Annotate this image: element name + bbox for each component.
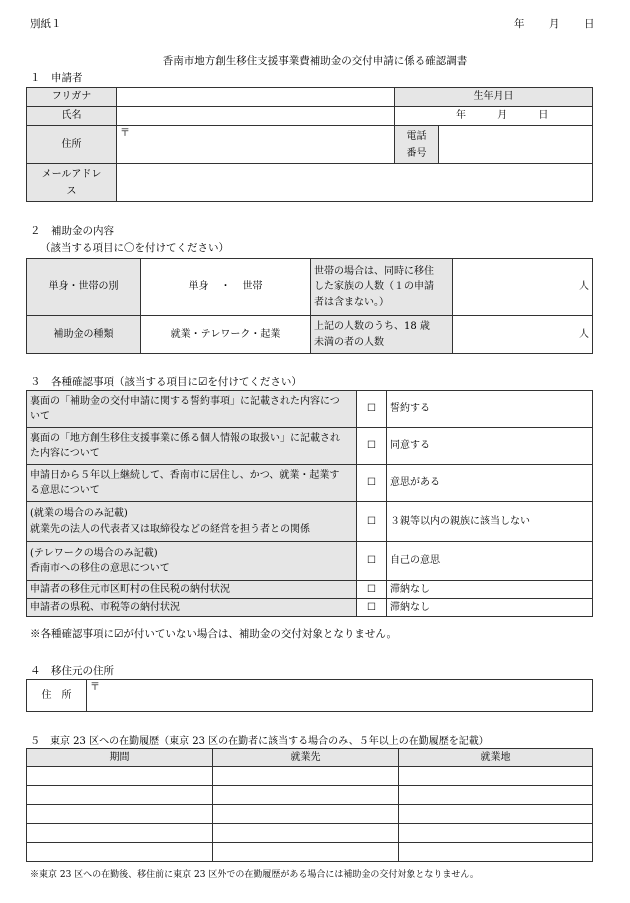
employer-cell[interactable]: [213, 824, 399, 843]
confirmation-table: [26, 390, 593, 617]
family-desc-line1: 世帯の場合は、同時に移住: [314, 265, 434, 277]
email-label-line1: メールアドレ: [41, 168, 102, 180]
item-line2: 香南市への移住の意思について: [30, 563, 170, 574]
period-cell[interactable]: [27, 786, 213, 805]
confirmation-answer: 自己の意思: [387, 542, 593, 581]
table-row: [27, 843, 593, 862]
section3-note: ※各種確認事項に☑が付いていない場合は、補助金の交付対象となりません。: [30, 628, 398, 640]
item-line2: る意思について: [30, 485, 100, 496]
section2-instruction: （該当する項目に〇を付けてください）: [40, 242, 229, 254]
confirmation-row: [27, 428, 593, 465]
confirmation-checkbox[interactable]: ☐: [357, 581, 387, 599]
confirmation-row: [27, 391, 593, 428]
confirmation-checkbox[interactable]: ☐: [357, 502, 387, 542]
confirmation-answer: 滞納なし: [387, 581, 593, 599]
email-label: [27, 164, 117, 202]
minor-desc-line1: 上記の人数のうち、18 歳: [314, 321, 430, 332]
family-desc-line2: した家族の人数（１の申請: [314, 281, 434, 293]
confirmation-item: [27, 465, 357, 502]
confirmation-checkbox[interactable]: ☐: [357, 465, 387, 502]
birthdate-label: 生年月日: [395, 88, 593, 107]
minor-count-desc: [311, 316, 453, 354]
location-cell[interactable]: [399, 843, 593, 862]
subsidy-type-choice[interactable]: 就業・テレワーク・起業: [141, 316, 311, 354]
confirmation-row: [27, 502, 593, 542]
postal-mark: 〒: [90, 682, 100, 693]
previous-address-label: 住 所: [27, 680, 87, 712]
confirmation-row: [27, 542, 593, 581]
phone-label-line2: 番号: [406, 147, 427, 159]
confirmation-checkbox[interactable]: ☐: [357, 599, 387, 617]
email-label-line2: ス: [66, 185, 77, 197]
minor-count-field[interactable]: [453, 316, 593, 354]
item-line1: 申請日から５年以上継続して、香南市に居住し、かつ、就業・起業す: [30, 469, 340, 481]
subsidy-type-label: 補助金の種類: [27, 316, 141, 354]
location-header: 就業地: [399, 749, 593, 767]
previous-address-field[interactable]: [87, 680, 593, 712]
employer-cell[interactable]: [213, 805, 399, 824]
location-cell[interactable]: [399, 767, 593, 786]
section2-heading: ２ 補助金の内容: [30, 225, 114, 237]
furigana-label: フリガナ: [27, 88, 117, 107]
choice-single[interactable]: 単身: [188, 281, 209, 293]
furigana-field[interactable]: [117, 88, 395, 107]
name-field[interactable]: [117, 107, 395, 126]
table-row: [27, 767, 593, 786]
confirmation-answer: 滞納なし: [387, 599, 593, 617]
confirmation-checkbox[interactable]: ☐: [357, 391, 387, 428]
table-row: [27, 786, 593, 805]
previous-address-table: [26, 679, 593, 712]
choice-separator: ・: [220, 281, 231, 293]
confirmation-answer: 同意する: [387, 428, 593, 465]
confirmation-answer: 意思がある: [387, 465, 593, 502]
item-line1: 裏面の「地方創生移住支援事業に係る個人情報の取扱い」に記載され: [30, 432, 340, 444]
location-cell[interactable]: [399, 824, 593, 843]
confirmation-row: [27, 599, 593, 617]
family-count-field[interactable]: [453, 259, 593, 316]
location-cell[interactable]: [399, 786, 593, 805]
location-cell[interactable]: [399, 805, 593, 824]
item-line1: 裏面の「補助金の交付申請に関する誓約事項」に記載された内容につ: [30, 395, 340, 407]
item-line2: いて: [30, 411, 50, 422]
postal-mark: 〒: [120, 128, 130, 139]
name-label: 氏名: [27, 107, 117, 126]
section1-heading: １ 申請者: [30, 72, 83, 84]
date-year-label: 年: [514, 18, 525, 30]
confirmation-item: [27, 542, 357, 581]
date-day-label: 日: [584, 18, 595, 30]
family-count-unit: 人: [579, 281, 589, 293]
section4-heading: ４ 移住元の住所: [30, 665, 114, 677]
family-desc-line3: 者は含まない。）: [314, 296, 389, 308]
section5-heading: ５ 東京 23 区への在勤履歴（東京 23 区の在勤者に該当する場合のみ、５年以上の在勤履歴を記載）: [30, 736, 489, 747]
period-header: 期間: [27, 749, 213, 767]
phone-label: [395, 126, 439, 164]
confirmation-item: 申請者の移住元市区町村の住民税の納付状況: [27, 581, 357, 599]
confirmation-checkbox[interactable]: ☐: [357, 542, 387, 581]
confirmation-checkbox[interactable]: ☐: [357, 428, 387, 465]
period-cell[interactable]: [27, 767, 213, 786]
household-type-choice[interactable]: [141, 259, 311, 316]
minor-count-unit: 人: [579, 328, 589, 340]
confirmation-item: [27, 502, 357, 542]
address-field[interactable]: [117, 126, 395, 164]
section3-heading: ３ 各種確認事項（該当する項目に☑を付けてください）: [30, 376, 302, 388]
birth-day-label: 日: [538, 110, 549, 122]
item-line2: た内容について: [30, 448, 100, 459]
employment-history-table: [26, 748, 593, 862]
employer-cell[interactable]: [213, 767, 399, 786]
item-line1: (テレワークの場合のみ記載): [30, 547, 158, 559]
family-count-desc: [311, 259, 453, 316]
birth-year-label: 年: [456, 110, 466, 122]
birth-month-label: 月: [497, 110, 508, 122]
employer-cell[interactable]: [213, 786, 399, 805]
confirmation-item: [27, 391, 357, 428]
confirmation-row: [27, 581, 593, 599]
minor-desc-line2: 未満の者の人数: [314, 336, 384, 348]
item-line1: (就業の場合のみ記載): [30, 508, 128, 519]
table-row: [27, 805, 593, 824]
subsidy-table: [26, 258, 593, 354]
document-title: 香南市地方創生移住支援事業費補助金の交付申請に係る確認調書: [162, 55, 468, 67]
section5-note: ※東京 23 区への在勤後、移住前に東京 23 区外での在勤履歴がある場合には補助金の交付対象となりません。: [30, 870, 479, 880]
confirmation-item: 申請者の県税、市税等の納付状況: [27, 599, 357, 617]
table-row: [27, 824, 593, 843]
address-label: 住所: [27, 126, 117, 164]
email-field[interactable]: [117, 164, 593, 202]
period-cell[interactable]: [27, 824, 213, 843]
confirmation-item: [27, 428, 357, 465]
phone-field[interactable]: [439, 126, 593, 164]
applicant-table: [26, 87, 593, 202]
confirmation-answer: 誓約する: [387, 391, 593, 428]
item-line2: 就業先の法人の代表者又は取締役などの経営を担う者との関係: [30, 523, 310, 535]
household-type-label: 単身・世帯の別: [27, 259, 141, 316]
date-month-label: 月: [549, 18, 560, 30]
choice-household[interactable]: 世帯: [242, 281, 263, 293]
phone-label-line1: 電話: [406, 130, 427, 142]
period-cell[interactable]: [27, 805, 213, 824]
employer-header: 就業先: [213, 749, 399, 767]
attachment-label: 別紙１: [30, 18, 62, 30]
period-cell[interactable]: [27, 843, 213, 862]
birthdate-field[interactable]: [395, 107, 593, 126]
confirmation-answer: ３親等以内の親族に該当しない: [387, 502, 593, 542]
employer-cell[interactable]: [213, 843, 399, 862]
confirmation-row: [27, 465, 593, 502]
